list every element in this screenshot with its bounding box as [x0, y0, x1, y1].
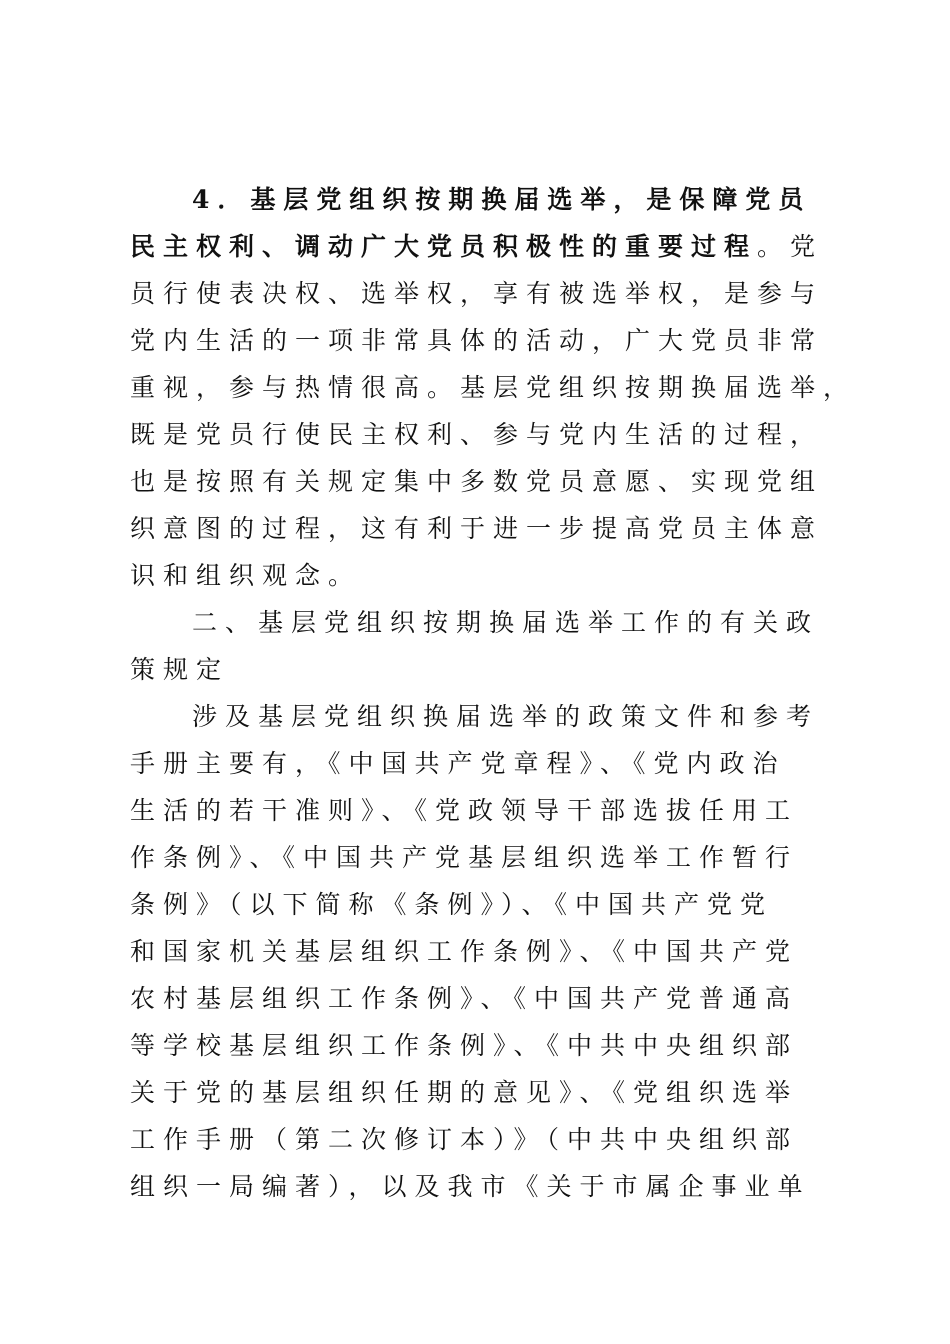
section-4-line-2-bold: 民主权利、调动广大党员积极性的重要过程 — [130, 232, 758, 261]
docs-paragraph-line-7: 农村基层组织工作条例》、《中国共产党普通高 — [130, 984, 799, 1013]
docs-paragraph-line-6: 和国家机关基层组织工作条例》、《中国共产党 — [130, 937, 799, 966]
section-4-line-5: 重视，参与热情很高。基层党组织按期换届选举， — [130, 373, 857, 402]
section-4-line-1: 4．基层党组织按期换届选举，是保障党员 — [192, 185, 812, 214]
section-4-line-6: 既是党员行使民主权利、参与党内生活的过程， — [130, 420, 824, 449]
section-4-line-7: 也是按照有关规定集中多数党员意愿、实现党组 — [130, 467, 824, 496]
section-4-line-8: 织意图的过程，这有利于进一步提高党员主体意 — [130, 514, 824, 543]
section-4-line-3: 员行使表决权、选举权，享有被选举权，是参与 — [130, 279, 824, 308]
docs-paragraph-line-2: 手册主要有，《中国共产党章程》、《党内政治 — [130, 749, 786, 778]
section-4-line-9: 识和组织观念。 — [130, 561, 362, 590]
heading-2-line-2: 策规定 — [130, 655, 230, 684]
docs-paragraph-line-4: 作条例》、《中国共产党基层组织选举工作暂行 — [130, 843, 799, 872]
docs-paragraph-line-10: 工作手册（第二次修订本）》（中共中央组织部 — [130, 1125, 799, 1154]
section-4-line-4: 党内生活的一项非常具体的活动，广大党员非常 — [130, 326, 824, 355]
section-4-line-2 — [130, 227, 823, 267]
docs-paragraph-line-5: 条例》（以下简称《条例》）、《中国共产党党 — [130, 890, 774, 919]
heading-2-line-1: 二、基层党组织按期换届选举工作的有关政 — [192, 608, 820, 637]
docs-paragraph-line-9: 关于党的基层组织任期的意见》、《党组织选举 — [130, 1078, 799, 1107]
docs-paragraph-line-3: 生活的若干准则》、《党政领导干部选拔任用工 — [130, 796, 799, 825]
section-4-line-2-tail: 。党 — [757, 232, 824, 261]
docs-paragraph-line-11: 组织一局编著），以及我市《关于市属企事业单 — [130, 1172, 811, 1201]
docs-paragraph-line-1: 涉及基层党组织换届选举的政策文件和参考 — [192, 702, 820, 731]
docs-paragraph-line-8: 等学校基层组织工作条例》、《中共中央组织部 — [130, 1031, 799, 1060]
